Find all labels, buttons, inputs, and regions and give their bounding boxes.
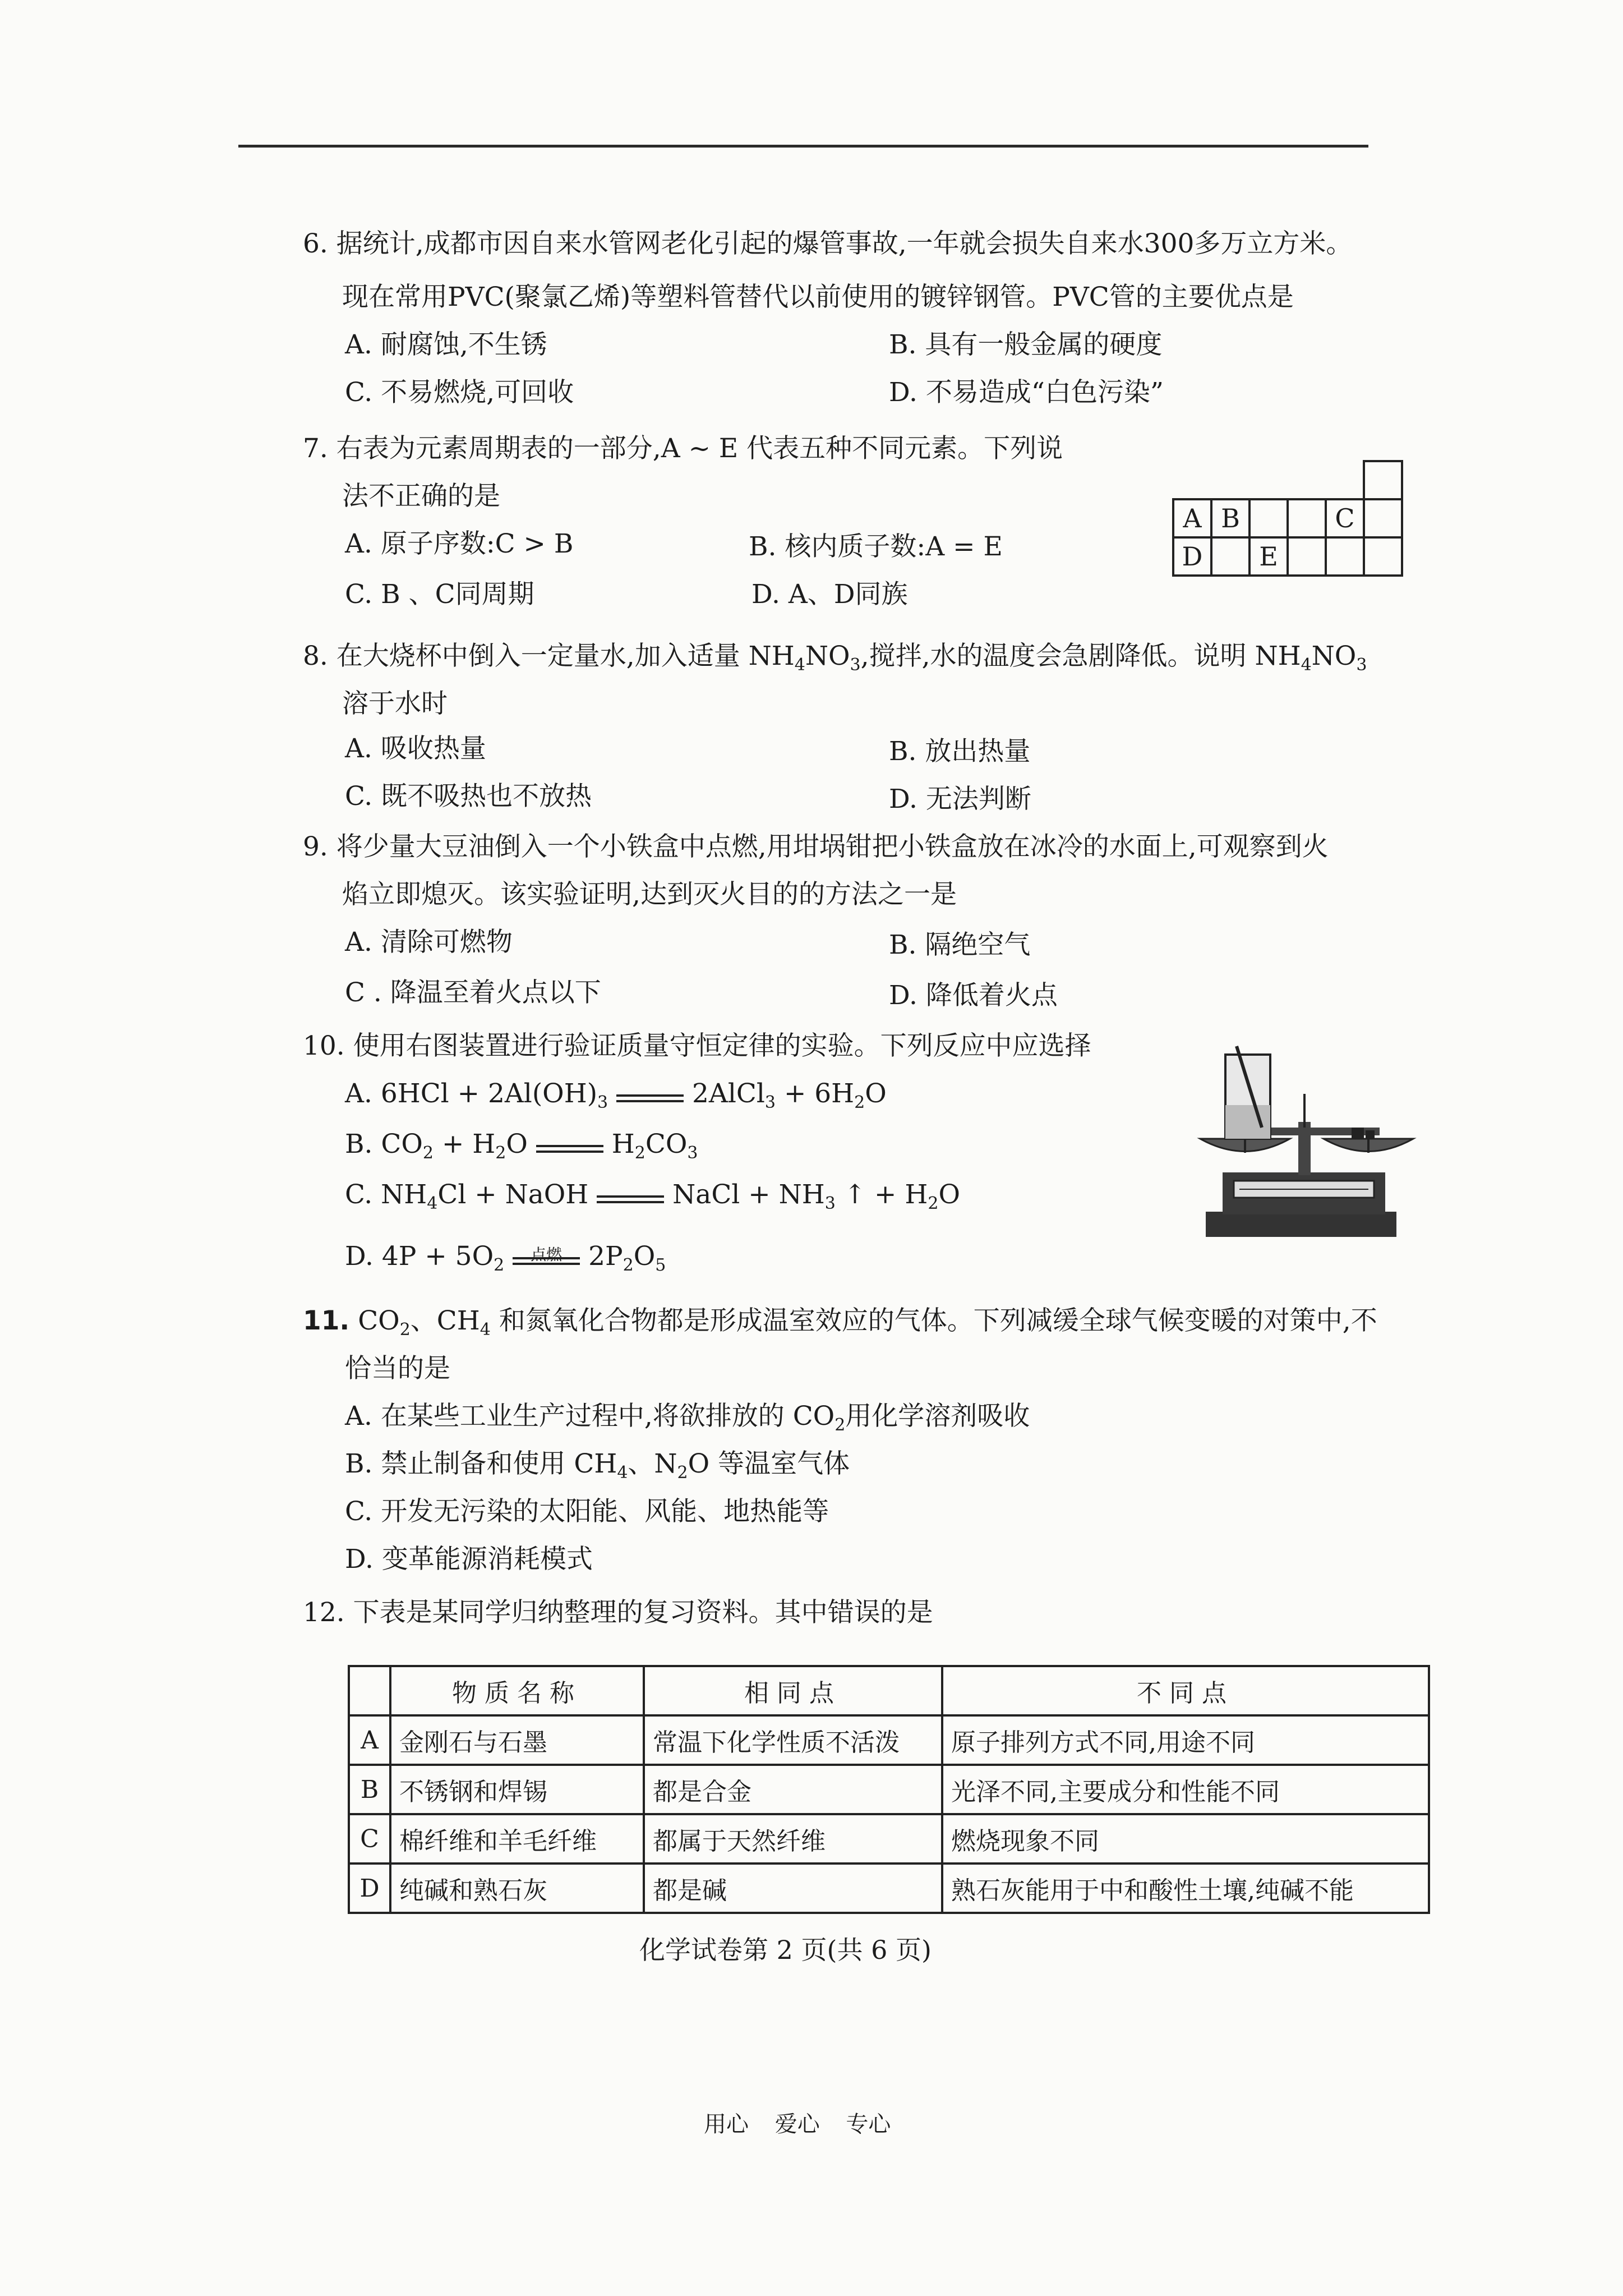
header-rule bbox=[238, 145, 1368, 148]
ptable-cell bbox=[1326, 537, 1364, 576]
row-name: 不锈钢和焊锡 bbox=[390, 1765, 644, 1814]
q8-option-d: D. 无法判断 bbox=[889, 784, 1031, 815]
reaction-condition: 点燃 bbox=[531, 1245, 562, 1264]
page-footer: 化学试卷第 2 页(共 6 页) bbox=[639, 1935, 932, 1965]
q11-option-d: D. 变革能源消耗模式 bbox=[345, 1544, 593, 1575]
table-header-name: 物质名称 bbox=[390, 1666, 644, 1715]
ptable-cell bbox=[1288, 499, 1326, 537]
ptable-cell-e: E bbox=[1249, 537, 1288, 576]
row-name: 金刚石与石墨 bbox=[390, 1715, 644, 1765]
row-name: 纯碱和熟石灰 bbox=[390, 1864, 644, 1913]
ptable-cell bbox=[1364, 461, 1402, 499]
q9-option-c: C . 降温至着火点以下 bbox=[345, 977, 601, 1008]
q8-line2: 溶于水时 bbox=[342, 688, 448, 719]
q7-line2: 法不正确的是 bbox=[342, 481, 500, 512]
q11-option-c: C. 开发无污染的太阳能、风能、地热能等 bbox=[345, 1496, 829, 1527]
ptable-cell-a: A bbox=[1173, 499, 1211, 537]
q6-option-d: D. 不易造成“白色污染” bbox=[889, 377, 1164, 408]
q8-option-c: C. 既不吸热也不放热 bbox=[345, 781, 592, 812]
table-header-same: 相同点 bbox=[644, 1666, 942, 1715]
q8-option-a: A. 吸收热量 bbox=[345, 733, 486, 764]
row-key: A bbox=[349, 1715, 390, 1765]
table-row bbox=[349, 1814, 1429, 1864]
q8-line1: 8. 在大烧杯中倒入一定量水,加入适量 $NH_4NO_3$,搅拌,水的温度会急剧降低。说明 $NH_4NO_3$ bbox=[303, 641, 1367, 675]
ptable-cell bbox=[1288, 537, 1326, 576]
q10-option-a: A. $6HCl + 2Al(OH)_3$ 2AlCl$_3$ + $6H_2O$ bbox=[345, 1078, 887, 1112]
row-same: 常温下化学性质不活泼 bbox=[644, 1715, 942, 1765]
ptable-cell bbox=[1249, 499, 1288, 537]
q9-option-b: B. 隔绝空气 bbox=[889, 930, 1031, 960]
table-row bbox=[349, 1715, 1429, 1765]
ptable-cell bbox=[1211, 537, 1249, 576]
q9-line1: 9. 将少量大豆油倒入一个小铁盒中点燃,用坩埚钳把小铁盒放在冰冷的水面上,可观察到火 bbox=[303, 831, 1329, 862]
q8-option-b: B. 放出热量 bbox=[889, 736, 1031, 767]
q9-option-d: D. 降低着火点 bbox=[889, 980, 1058, 1011]
q11-option-b: B. 禁止制备和使用 $CH_4$、$N_2O$ 等温室气体 bbox=[345, 1448, 850, 1483]
balance-apparatus-icon bbox=[1183, 1043, 1424, 1245]
ptable-cell-c: C bbox=[1326, 499, 1364, 537]
q10-option-d: D. $4P + 5O_2$ 点燃 $2P_2O_5$ bbox=[345, 1240, 666, 1273]
q10-option-b: B. $CO_2 + H_2O$ $H_2CO_3$ bbox=[345, 1129, 698, 1163]
q7-option-d: D. A、D同族 bbox=[751, 579, 908, 610]
ptable-cell-b: B bbox=[1211, 499, 1249, 537]
q11-line2: 恰当的是 bbox=[345, 1353, 450, 1384]
row-key: C bbox=[349, 1814, 390, 1864]
q7-line1: 7. 右表为元素周期表的一部分,A ~ E 代表五种不同元素。下列说 bbox=[303, 433, 1063, 464]
table-row bbox=[349, 1765, 1429, 1814]
row-key: D bbox=[349, 1864, 390, 1913]
q12-line1: 12. 下表是某同学归纳整理的复习资料。其中错误的是 bbox=[303, 1597, 933, 1628]
q7-option-a: A. 原子序数:C > B bbox=[345, 528, 574, 559]
q11-line1: 11. $CO_2$、$CH_4$ 和氮氧化合物都是形成温室效应的气体。下列减缓全球气候变暖的对策中,不 bbox=[303, 1305, 1377, 1340]
table-row bbox=[349, 1864, 1429, 1913]
ptable-cell-d: D bbox=[1173, 537, 1211, 576]
q6-line1: 6. 据统计,成都市因自来水管网老化引起的爆管事故,一年就会损失自来水300多万立方米。 bbox=[303, 228, 1353, 259]
row-diff: 光泽不同,主要成分和性能不同 bbox=[942, 1765, 1429, 1814]
ptable-cell bbox=[1364, 537, 1402, 576]
review-table bbox=[348, 1665, 1430, 1914]
ptable-cell bbox=[1364, 499, 1402, 537]
q6-option-c: C. 不易燃烧,可回收 bbox=[345, 377, 574, 408]
q11-option-a: A. 在某些工业生产过程中,将欲排放的 $CO_2$用化学溶剂吸收 bbox=[345, 1401, 1030, 1435]
q6-option-a: A. 耐腐蚀,不生锈 bbox=[345, 329, 547, 360]
q9-line2: 焰立即熄灭。该实验证明,达到灭火目的的方法之一是 bbox=[342, 879, 957, 910]
row-name: 棉纤维和羊毛纤维 bbox=[390, 1814, 644, 1864]
row-diff: 熟石灰能用于中和酸性土壤,纯碱不能 bbox=[942, 1864, 1429, 1913]
q10-option-c: C. $NH_4Cl$ + NaOH NaCl + $NH_3$ ↑ + $H_2O$ bbox=[345, 1179, 960, 1213]
row-same: 都是合金 bbox=[644, 1765, 942, 1814]
row-same: 都属于天然纤维 bbox=[644, 1814, 942, 1864]
periodic-table-fragment bbox=[1172, 460, 1403, 577]
q9-option-a: A. 清除可燃物 bbox=[345, 927, 513, 958]
q10-line1: 10. 使用右图装置进行验证质量守恒定律的实验。下列反应中应选择 bbox=[303, 1030, 1091, 1061]
row-same: 都是碱 bbox=[644, 1864, 942, 1913]
q6-option-b: B. 具有一般金属的硬度 bbox=[889, 329, 1163, 360]
row-diff: 原子排列方式不同,用途不同 bbox=[942, 1715, 1429, 1765]
q6-line2: 现在常用PVC(聚氯乙烯)等塑料管替代以前使用的镀锌钢管。PVC管的主要优点是 bbox=[342, 282, 1294, 312]
q7-option-b: B. 核内质子数:A = E bbox=[749, 531, 1003, 562]
table-header-key bbox=[349, 1666, 390, 1715]
row-diff: 燃烧现象不同 bbox=[942, 1814, 1429, 1864]
motto: 用心 爱心 专心 bbox=[704, 2111, 891, 2137]
row-key: B bbox=[349, 1765, 390, 1814]
q7-option-c: C. B 、C同周期 bbox=[345, 579, 534, 610]
table-header-diff: 不同点 bbox=[942, 1666, 1429, 1715]
